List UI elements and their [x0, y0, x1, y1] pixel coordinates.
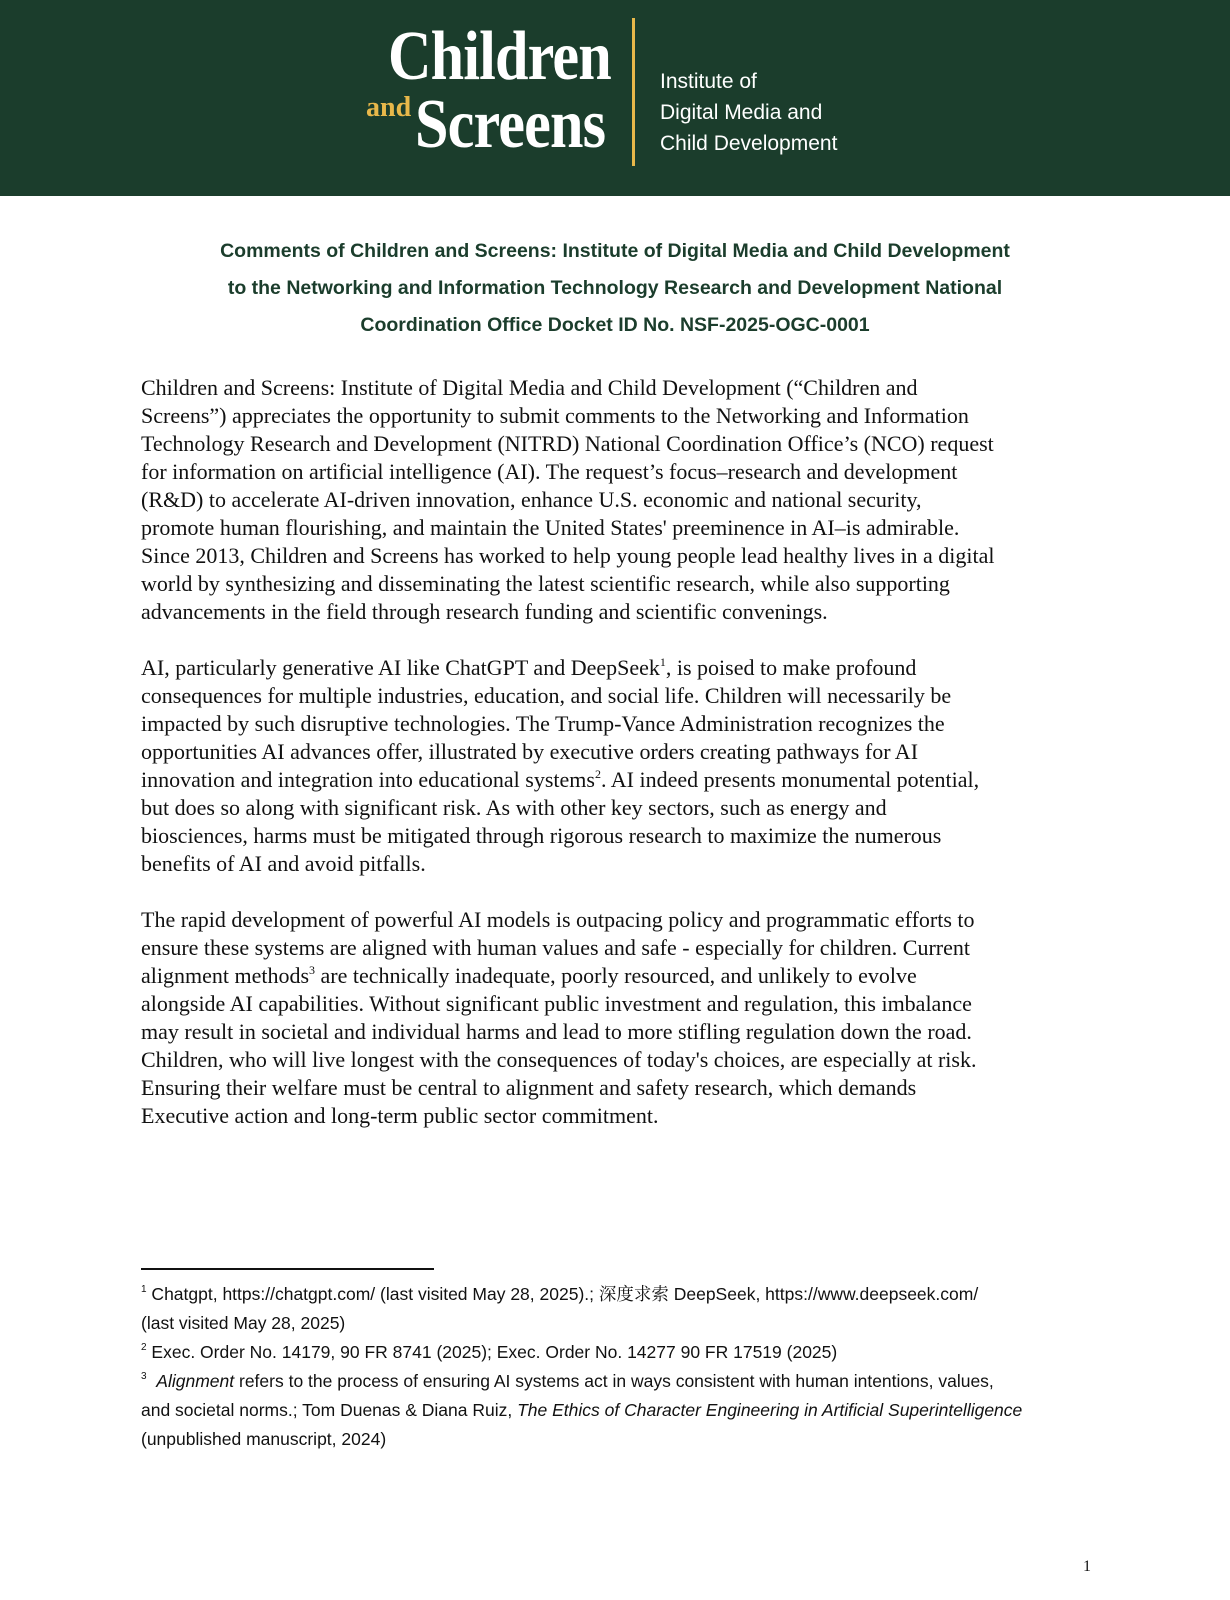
text-line: advancements in the field through research funding and scientific convenings. — [141, 599, 828, 624]
text-line: consequences for multiple industries, education, and social life. Children will necessarily be — [141, 683, 952, 708]
footnote-ref-1[interactable]: 1 — [659, 655, 666, 669]
text-line: opportunities AI advances offer, illustrated by executive orders creating pathways for AI — [141, 739, 919, 764]
logo-children: Children — [388, 18, 611, 95]
text-line: innovation and integration into educational systems$^2$. AI indeed presents monumental potential, — [141, 767, 980, 792]
text-line: Since 2013, Children and Screens has worked to help young people lead healthy lives in a digital — [141, 543, 995, 568]
footnote-2: $^2$ Exec. Order No. 14179, 90 FR 8741 (2025); Exec. Order No. 14277 90 FR 17519 (2025) — [141, 1342, 838, 1362]
logo-screens: Screens — [415, 86, 606, 163]
text-line: AI, particularly generative AI like ChatGPT and DeepSeek$^1$, is poised to make profound — [141, 655, 917, 680]
footnote-3-cont: (unpublished manuscript, 2024) — [141, 1429, 387, 1449]
footnote-1-cont: (last visited May 28, 2025) — [141, 1313, 346, 1333]
text-line: for information on artificial intelligence (AI). The request’s focus–research and development — [141, 459, 958, 484]
footnotes — [141, 1280, 1101, 1454]
text-line: Executive action and long-term public sector commitment. — [141, 1103, 659, 1128]
tagline-line: Digital Media and — [660, 101, 823, 124]
footnote-3: $^3$ Alignment refers to the process of ensuring AI systems act in ways consistent with human intentions, values, — [141, 1371, 994, 1391]
paragraph-intro — [141, 374, 1101, 626]
logo-tagline — [660, 66, 837, 159]
logo-divider — [632, 18, 635, 166]
text-line: alignment methods$^3$ are technically inadequate, poorly resourced, and unlikely to evolve — [141, 963, 917, 988]
text-line: ensure these systems are aligned with human values and safe - especially for children. Current — [141, 935, 970, 960]
text-line: (R&D) to accelerate AI-driven innovation, enhance U.S. economic and national security, — [141, 487, 922, 512]
paragraph-ai-impact — [141, 654, 1101, 878]
text-line: The rapid development of powerful AI models is outpacing policy and programmatic efforts to — [141, 907, 975, 932]
text-line: Children, who will live longest with the consequences of today's choices, are especially at risk. — [141, 1047, 977, 1072]
text-line: promote human flourishing, and maintain the United States' preeminence in AI–is admirable. — [141, 515, 960, 540]
logo-and: and — [366, 92, 412, 123]
text-line: may result in societal and individual harms and lead to more stifling regulation down the road. — [141, 1019, 972, 1044]
footnote-ref-2[interactable]: 2 — [594, 767, 601, 781]
tagline-line: Child Development — [660, 132, 838, 155]
title-line: Coordination Office Docket ID No. NSF-2025-OGC-0001 — [360, 314, 870, 336]
footnote-separator — [141, 1268, 434, 1270]
text-line: world by synthesizing and disseminating the latest scientific research, while also supporting — [141, 571, 950, 596]
page-number: 1 — [1083, 1558, 1091, 1575]
text-line: but does so along with significant risk. As with other key sectors, such as energy and — [141, 795, 887, 820]
letterhead-banner — [0, 0, 1230, 196]
footnote-3-cont: and societal norms.; Tom Duenas & Diana Ruiz, The Ethics of Character Engineering in Artificial Superintelligence — [141, 1400, 1023, 1420]
tagline-line: Institute of — [660, 70, 757, 93]
text-line: Ensuring their welfare must be central to alignment and safety research, which demands — [141, 1075, 917, 1100]
footnote-1: $^1$ Chatgpt, https://chatgpt.com/ (last visited May 28, 2025).; 深度求索 DeepSeek, https://www.deepseek.com/ — [141, 1284, 979, 1304]
footnote-ref-3[interactable]: 3 — [309, 963, 316, 977]
text-line: Screens”) appreciates the opportunity to submit comments to the Networking and Information — [141, 403, 969, 428]
paragraph-alignment — [141, 906, 1101, 1130]
text-line: benefits of AI and avoid pitfalls. — [141, 851, 426, 876]
text-line: Children and Screens: Institute of Digital Media and Child Development (“Children and — [141, 375, 918, 400]
title-line: to the Networking and Information Technology Research and Development National — [227, 277, 1003, 299]
text-line: impacted by such disruptive technologies. The Trump-Vance Administration recognizes the — [141, 711, 945, 736]
text-line: alongside AI capabilities. Without significant public investment and regulation, this imbalance — [141, 991, 972, 1016]
title-line: Comments of Children and Screens: Institute of Digital Media and Child Development — [220, 240, 1010, 262]
document-title — [140, 233, 1090, 344]
text-line: biosciences, harms must be mitigated through rigorous research to maximize the numerous — [141, 823, 942, 848]
text-line: Technology Research and Development (NITRD) National Coordination Office’s (NCO) request — [141, 431, 994, 456]
